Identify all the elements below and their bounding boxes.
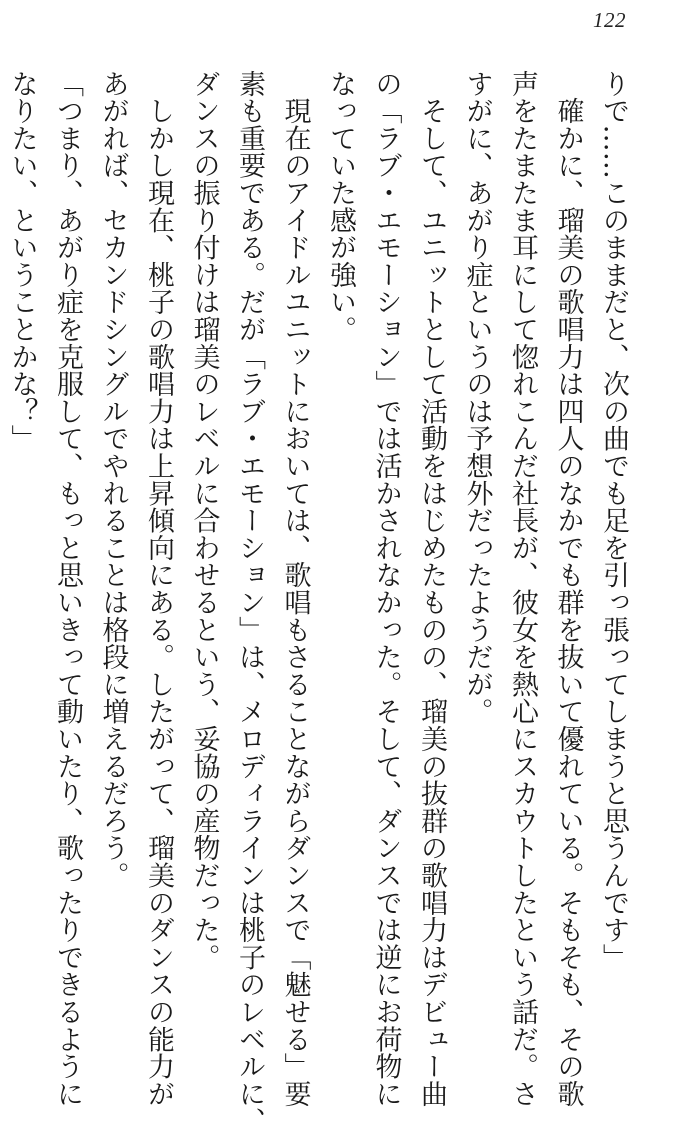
page-number: 122 [593,8,626,32]
text-line: ダンスの振り付けは瑠美のレベルに合わせるという、妥協の産物だった。 [188,70,220,971]
text-line: あがれば、セカンドシングルでやれることは格段に増えるだろう。 [97,70,129,889]
text-line: すがに、あがり症というのは予想外だったようだが。 [461,70,493,726]
text-line: しかし現在、桃子の歌唱力は上昇傾向にある。したがって、瑠美のダンスの能力が [143,70,174,1108]
text-line: なりたい、ということかな？」 [6,70,38,453]
text-line: りで……このままだと、次の曲でも足を引っ張ってしまうと思うんです」 [598,70,629,971]
text-line: 素も重要である。だが「ラブ・エモーション」は、メロディラインは桃子のレベルに、 [234,70,265,1135]
text-line: 現在のアイドルユニットにおいては、歌唱もさることながらダンスで「魅せる」要 [279,70,311,1108]
text-line: の「ラブ・エモーション」では活かされなかった。そして、ダンスでは逆にお荷物に [370,70,402,1108]
text-line: 「つまり、あがり症を克服して、もっと思いきって動いたり、歌ったりできるように [52,70,83,1108]
text-line: 声をたまたま耳にして惚れこんだ社長が、彼女を熱心にスカウトしたという話だ。さ [507,70,538,1108]
vertical-text-body [6,70,636,1135]
text-line: なっていた感が強い。 [325,70,356,343]
text-line: 確かに、瑠美の歌唱力は四人のなかでも群を抜いて優れている。そもそも、その歌 [552,70,584,1108]
text-line: そして、ユニットとして活動をはじめたものの、瑠美の抜群の歌唱力はデビュー曲 [416,70,447,1108]
